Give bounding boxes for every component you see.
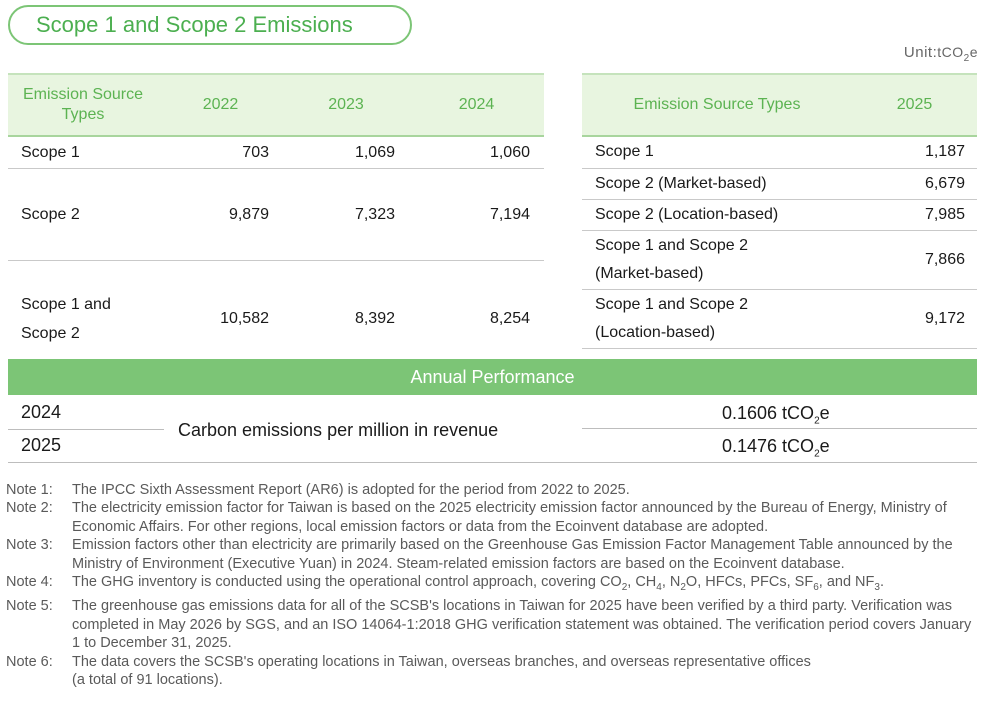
row-label: Scope 1 and Scope 2 (Location-based) <box>582 289 852 348</box>
note-text: The data covers the SCSB's operating locations in Taiwan, overseas branches, and overseas representative offices (a total of 91 locations). <box>72 653 811 688</box>
note-text: The IPCC Sixth Assessment Report (AR6) is adopted for the period from 2022 to 2025. <box>72 482 630 498</box>
header-source-types: Emission Source Types <box>582 74 852 136</box>
cell-value: 1,069 <box>283 136 409 169</box>
cell-value: 703 <box>158 136 283 169</box>
note-6 <box>6 653 981 690</box>
annual-performance-header: Annual Performance <box>8 359 977 395</box>
row-label: Scope 1 and Scope 2 <box>8 261 158 378</box>
table-bottom-border <box>8 462 977 463</box>
table-header-row <box>582 74 977 136</box>
row-label: Scope 2 (Market-based) <box>582 168 852 199</box>
note-label: Note 6: <box>6 653 53 670</box>
row-divider <box>8 429 164 430</box>
annual-value-2024: 0.1606 tCO$_2$e <box>722 403 830 427</box>
cell-value: 1,187 <box>852 136 977 168</box>
note-3 <box>6 536 981 573</box>
annual-year-2024: 2024 <box>21 402 62 422</box>
note-5 <box>6 597 981 652</box>
table-row <box>8 169 544 261</box>
note-label: Note 2: <box>6 500 53 517</box>
table-row <box>582 289 977 348</box>
cell-value: 9,172 <box>852 289 977 348</box>
header-2022: 2022 <box>158 74 283 136</box>
note-text: The greenhouse gas emissions data for all of the SCSB's locations in Taiwan for 2025 have been verified by a third party. Verification was completed in May 2026 by SGS, and an ISO 14064-1:2018 GHG verification statement was obtained. The verification period covers January 1 to December 31, 2025. <box>72 598 972 652</box>
cell-value: 7,985 <box>852 199 977 230</box>
annual-year-2025: 2025 <box>21 435 62 455</box>
emissions-table-2022-2024 <box>8 73 544 378</box>
row-label: Scope 2 <box>8 169 158 261</box>
table-row <box>582 168 977 199</box>
section-title: Scope 1 and Scope 2 Emissions <box>8 5 412 45</box>
cell-value: 1,060 <box>409 136 544 169</box>
table-row <box>582 199 977 230</box>
note-label: Note 5: <box>6 598 53 615</box>
cell-value: 8,392 <box>283 261 409 378</box>
header-source-types: Emission Source Types <box>8 74 158 136</box>
row-label: Scope 1 <box>582 136 852 168</box>
note-4 <box>6 573 981 597</box>
note-1 <box>6 481 981 499</box>
note-label: Note 3: <box>6 537 53 554</box>
table-row <box>582 230 977 289</box>
note-text: Emission factors other than electricity are primarily based on the Greenhouse Gas Emission Factor Management Table announced by the Ministry of Environment (Executive Yuan) in 2024. Steam-related emission factors are based on the Ecoinvent database. <box>72 537 953 572</box>
header-2023: 2023 <box>283 74 409 136</box>
note-text: The GHG inventory is conducted using the operational control approach, covering $CO_2$, $CH_4$, $N_2O$, HFCs, PFCs, $SF_6$, and $NF_3$. <box>72 574 884 593</box>
emissions-table-2025 <box>582 73 977 349</box>
header-2025: 2025 <box>852 74 977 136</box>
notes-section <box>6 481 981 689</box>
cell-value: 10,582 <box>158 261 283 378</box>
note-label: Note 4: <box>6 574 53 591</box>
cell-value: 7,323 <box>283 169 409 261</box>
table-row <box>582 136 977 168</box>
cell-value: 8,254 <box>409 261 544 378</box>
row-label: Scope 1 and Scope 2 (Market-based) <box>582 230 852 289</box>
note-text: The electricity emission factor for Taiwan is based on the 2025 electricity emission factor announced by the Bureau of Energy, Ministry of Economic Affairs. For other regions, local emission factors or data from the Ecoinvent database are adopted. <box>72 500 947 535</box>
unit-label: Unit:tCO$_2$e <box>903 44 978 64</box>
cell-value: 6,679 <box>852 168 977 199</box>
cell-value: 7,194 <box>409 169 544 261</box>
row-divider <box>582 428 977 429</box>
table-header-row <box>8 74 544 136</box>
table-row <box>8 136 544 169</box>
row-label: Scope 1 <box>8 136 158 169</box>
annual-value-2025: 0.1476 tCO$_2$e <box>722 436 830 460</box>
row-label: Scope 2 (Location-based) <box>582 199 852 230</box>
note-2 <box>6 499 981 536</box>
note-label: Note 1: <box>6 482 53 498</box>
annual-metric-label: Carbon emissions per million in revenue <box>178 420 499 440</box>
cell-value: 7,866 <box>852 230 977 289</box>
cell-value: 9,879 <box>158 169 283 261</box>
header-2024: 2024 <box>409 74 544 136</box>
